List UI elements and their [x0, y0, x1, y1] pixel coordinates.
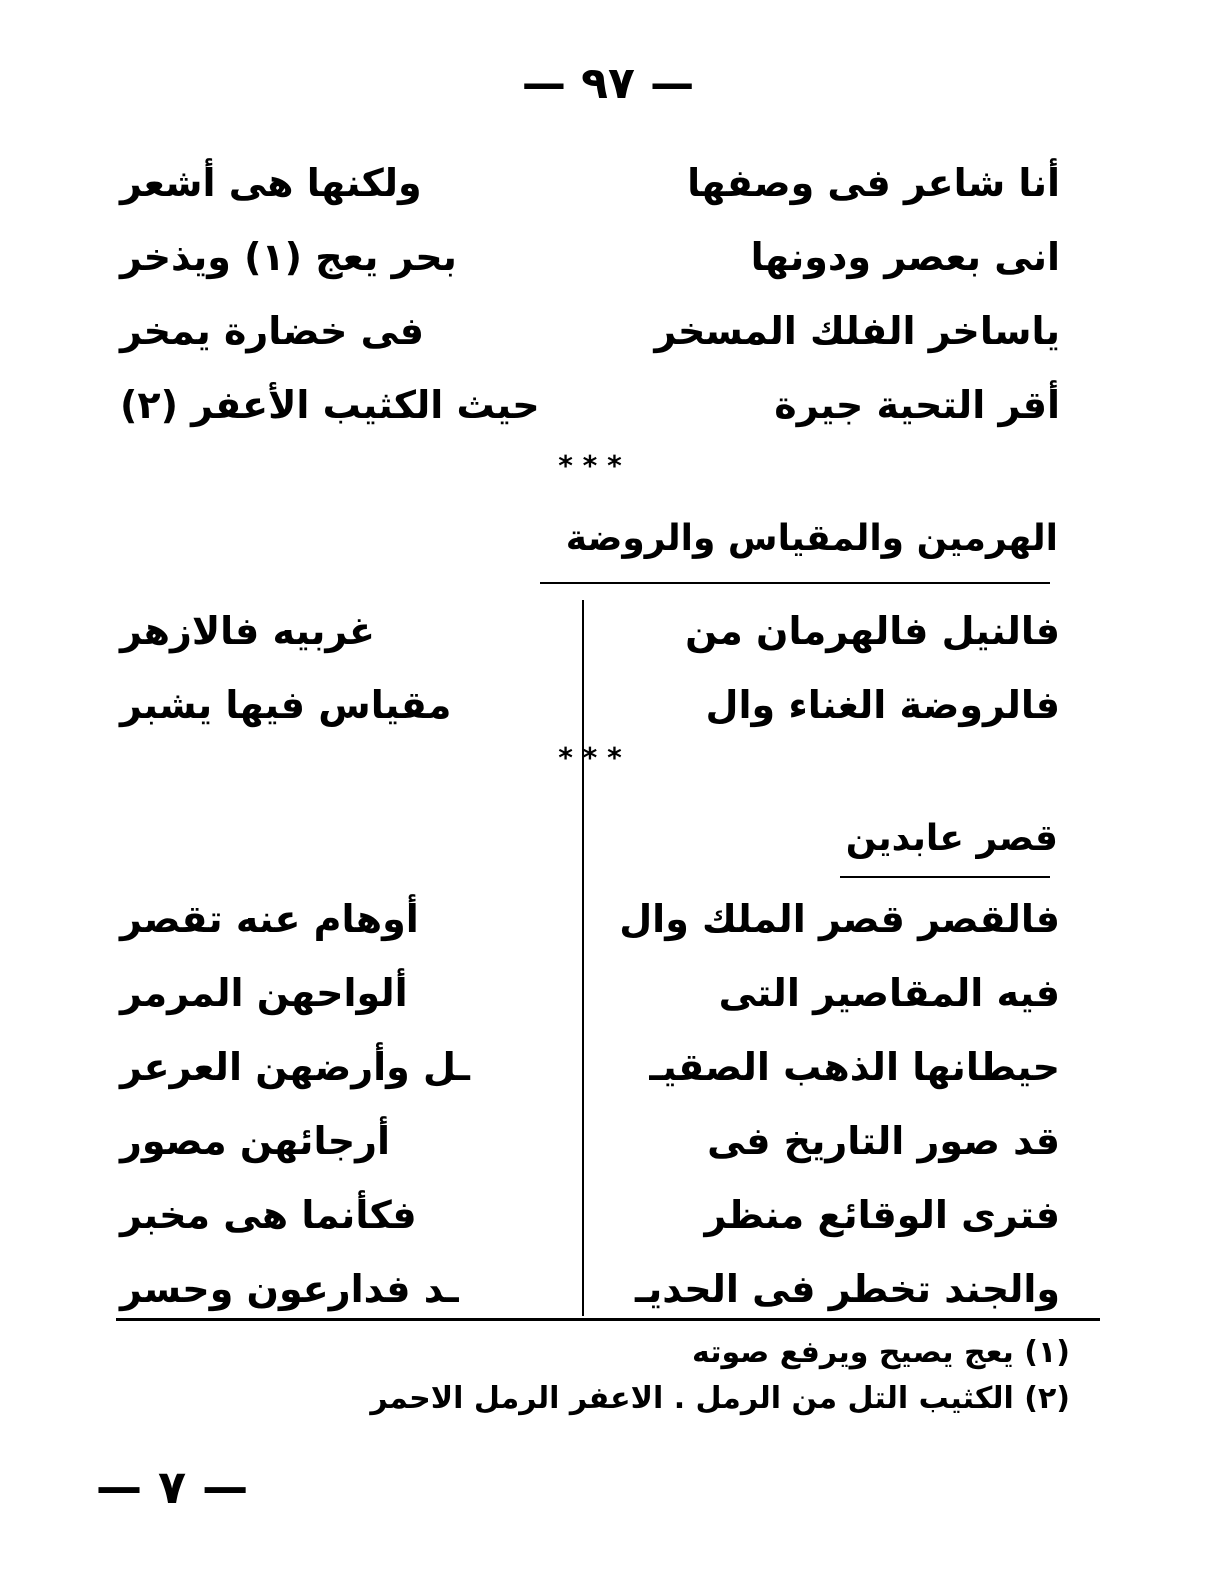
hemistich-first: حيطانها الذهب الصقيـ — [649, 1045, 1060, 1089]
hemistich-first: فالروضة الغناء وال — [705, 683, 1060, 727]
hemistich-second: أرجائهن مصور — [120, 1119, 391, 1163]
heading-underline — [540, 582, 1050, 584]
section-heading: الهرمين والمقياس والروضة — [565, 518, 1058, 559]
hemistich-first: فالقصر قصر الملك وال — [619, 897, 1060, 941]
verse — [120, 146, 1060, 220]
hemistich-first: قد صور التاريخ فى — [707, 1119, 1060, 1163]
hemistich-second: فى خضارة يمخر — [120, 309, 424, 353]
verse — [120, 1030, 1060, 1104]
poem-section-3 — [120, 882, 1060, 1326]
section-heading: قصر عابدين — [845, 818, 1058, 859]
hemistich-second: ـل وأرضهن العرعر — [120, 1045, 470, 1089]
verse — [120, 1252, 1060, 1326]
hemistich-second: أوهام عنه تقصر — [120, 897, 419, 941]
verse — [120, 882, 1060, 956]
hemistich-second: ولكنها هى أشعر — [120, 161, 422, 205]
hemistich-first: فيه المقاصير التى — [718, 971, 1060, 1015]
verse — [120, 1178, 1060, 1252]
hemistich-first: أنا شاعر فى وصفها — [687, 161, 1060, 205]
asterism-separator: * * * — [558, 741, 622, 774]
hemistich-second: غربيه فالازهر — [120, 609, 375, 653]
hemistich-first: والجند تخطر فى الحديـ — [635, 1267, 1060, 1311]
hemistich-first: فالنيل فالهرمان من — [685, 609, 1060, 653]
hemistich-first: انى بعصر ودونها — [750, 235, 1060, 279]
hemistich-first: ياساخر الفلك المسخر — [654, 309, 1060, 353]
signature-number: — ٧ — — [96, 1460, 249, 1514]
verse — [120, 956, 1060, 1030]
hemistich-first: أقر التحية جيرة — [774, 383, 1060, 427]
footnote-2: (٢) الكثيب التل من الرمل . الاعفر الرمل الاحمر — [370, 1381, 1070, 1416]
verse — [120, 368, 1060, 442]
verse — [120, 1104, 1060, 1178]
hemistich-second: مقياس فيها يشبر — [120, 683, 452, 727]
hemistich-second: فكأنما هى مخبر — [120, 1193, 417, 1237]
verse — [120, 594, 1060, 668]
poem-section-1 — [120, 146, 1060, 442]
verse — [120, 294, 1060, 368]
footnote-rule — [116, 1318, 1100, 1321]
page-number: — ٩٧ — — [521, 58, 695, 109]
hemistich-second: حيث الكثيب الأعفر (٢) — [120, 383, 540, 427]
hemistich-divider — [582, 600, 584, 1316]
asterism-separator: * * * — [558, 449, 622, 482]
footnotes — [250, 1330, 1070, 1422]
hemistich-second: بحر يعج (١) ويذخر — [120, 235, 457, 279]
footnote-1: (١) يعج يصيح ويرفع صوته — [692, 1335, 1070, 1370]
hemistich-first: فترى الوقائع منظر — [704, 1193, 1060, 1237]
hemistich-second: ألواحهن المرمر — [120, 971, 408, 1015]
poem-section-2 — [120, 594, 1060, 742]
heading-underline — [840, 876, 1050, 878]
verse — [120, 220, 1060, 294]
hemistich-second: ـد فدارعون وحسر — [120, 1267, 459, 1311]
verse — [120, 668, 1060, 742]
